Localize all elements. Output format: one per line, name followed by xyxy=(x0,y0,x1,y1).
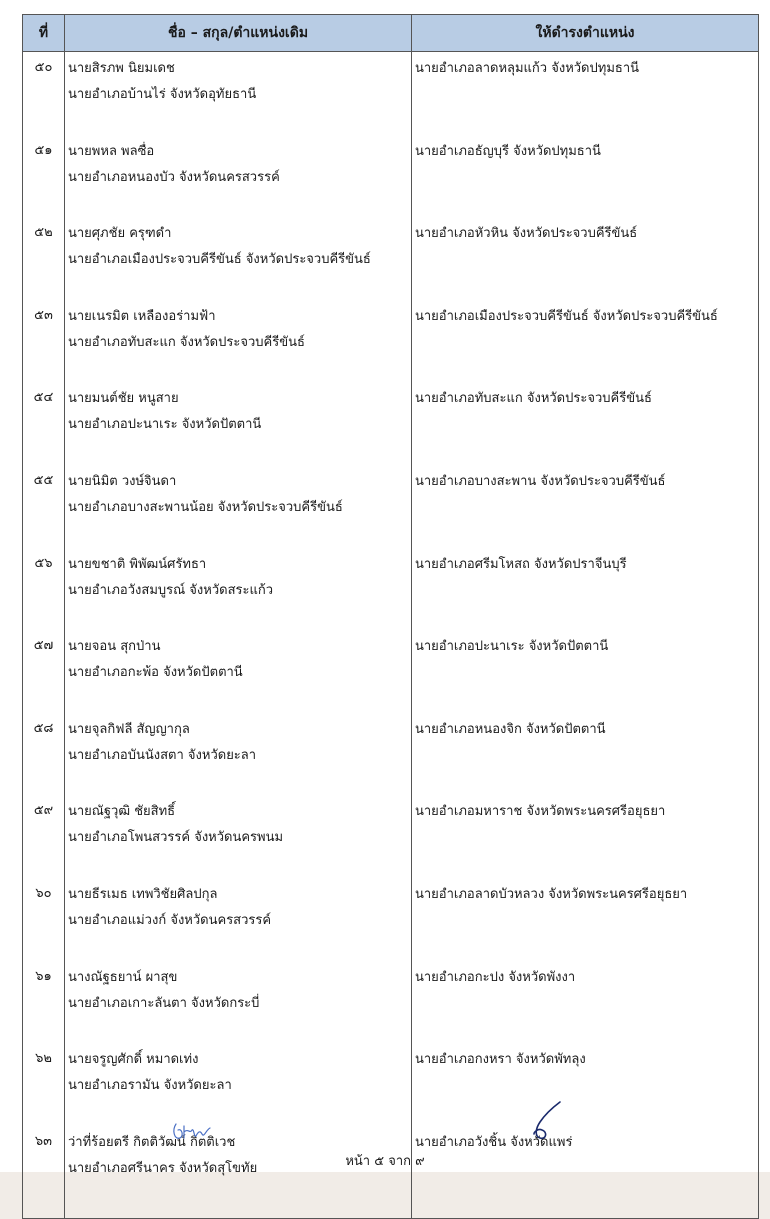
table-body xyxy=(23,52,759,1219)
old-position: นายอำเภอรามัน จังหวัดยะลา xyxy=(68,1078,232,1094)
new-position: นายอำเภอลาดบัวหลวง จังหวัดพระนครศรีอยุธยา xyxy=(415,886,688,902)
row-number: ๖๐ xyxy=(23,878,65,961)
new-position: นายอำเภอศรีมโหสถ จังหวัดปราจีนบุรี xyxy=(415,556,627,572)
name-cell xyxy=(65,630,412,713)
page-number: หน้า ๕ จาก ๙ xyxy=(345,1154,425,1169)
name-cell xyxy=(65,548,412,631)
name-cell xyxy=(65,52,412,135)
row-number: ๖๓ xyxy=(23,1126,65,1219)
new-position-cell xyxy=(412,52,759,135)
new-position-cell xyxy=(412,961,759,1044)
row-number: ๖๑ xyxy=(23,961,65,1044)
row-number: ๕๙ xyxy=(23,795,65,878)
table-row xyxy=(23,795,759,878)
new-position: นายอำเภอกะปง จังหวัดพังงา xyxy=(415,969,576,985)
name-cell xyxy=(65,878,412,961)
new-position-cell xyxy=(412,795,759,878)
new-position: นายอำเภอเมืองประจวบคีรีขันธ์ จังหวัดประจวบคีรีขันธ์ xyxy=(415,308,718,324)
signature-initials-left xyxy=(170,1116,218,1144)
table-row xyxy=(23,300,759,383)
new-position-cell xyxy=(412,878,759,961)
new-position: นายอำเภอมหาราช จังหวัดพระนครศรีอยุธยา xyxy=(415,804,666,820)
person-name: นายขชาติ พิพัฒน์ศรัทธา xyxy=(68,556,207,572)
new-position-cell xyxy=(412,465,759,548)
row-number: ๕๔ xyxy=(23,382,65,465)
name-cell xyxy=(65,300,412,383)
new-position: นายอำเภอวังชิ้น จังหวัดแพร่ xyxy=(415,1134,573,1150)
table-row xyxy=(23,1043,759,1126)
signature-initials-right xyxy=(526,1098,566,1142)
person-name: นายจรูญศักดิ์ หมาดเท่ง xyxy=(68,1052,199,1068)
old-position: นายอำเภอเมืองประจวบคีรีขันธ์ จังหวัดประจวบคีรีขันธ์ xyxy=(68,252,371,268)
old-position: นายอำเภอทับสะแก จังหวัดประจวบคีรีขันธ์ xyxy=(68,334,305,350)
header-no: ที่ xyxy=(23,15,65,52)
person-name: นายพหล พลซื่อ xyxy=(68,143,155,159)
old-position: นายอำเภอแม่วงก์ จังหวัดนครสวรรค์ xyxy=(68,912,272,928)
new-position-cell xyxy=(412,135,759,218)
old-position: นายอำเภอหนองบัว จังหวัดนครสวรรค์ xyxy=(68,169,280,185)
row-number: ๕๗ xyxy=(23,630,65,713)
old-position: นายอำเภอบันนังสตา จังหวัดยะลา xyxy=(68,747,257,763)
new-position-cell xyxy=(412,1043,759,1126)
row-number: ๕๐ xyxy=(23,52,65,135)
new-position: นายอำเภอลาดหลุมแก้ว จังหวัดปทุมธานี xyxy=(415,61,640,76)
old-position: นายอำเภอบ้านไร่ จังหวัดอุทัยธานี xyxy=(68,87,257,102)
old-position: นายอำเภอโพนสวรรค์ จังหวัดนครพนม xyxy=(68,830,284,846)
table-header-row xyxy=(23,15,759,52)
table-row xyxy=(23,217,759,300)
name-cell xyxy=(65,1043,412,1126)
new-position-cell xyxy=(412,382,759,465)
row-number: ๕๑ xyxy=(23,135,65,218)
old-position: นายอำเภอวังสมบูรณ์ จังหวัดสระแก้ว xyxy=(68,582,274,598)
person-name: นางณัฐธยาน์ ผาสุข xyxy=(68,969,178,985)
new-position: นายอำเภอหนองจิก จังหวัดปัตตานี xyxy=(415,721,606,737)
table-row xyxy=(23,548,759,631)
name-cell xyxy=(65,713,412,796)
row-number: ๕๘ xyxy=(23,713,65,796)
person-name: นายธีรเมธ เทพวิชัยศิลปกุล xyxy=(68,886,218,902)
old-position: นายอำเภอบางสะพานน้อย จังหวัดประจวบคีรีขันธ์ xyxy=(68,499,343,515)
new-position: นายอำเภอหัวหิน จังหวัดประจวบคีรีขันธ์ xyxy=(415,226,638,242)
table-row xyxy=(23,465,759,548)
name-cell xyxy=(65,1126,412,1219)
name-cell xyxy=(65,795,412,878)
row-number: ๕๓ xyxy=(23,300,65,383)
new-position: นายอำเภอบางสะพาน จังหวัดประจวบคีรีขันธ์ xyxy=(415,473,666,489)
person-name: นายสิรภพ นิยมเดช xyxy=(68,61,175,76)
new-position: นายอำเภอปะนาเระ จังหวัดปัตตานี xyxy=(415,639,609,655)
old-position: นายอำเภอกะพ้อ จังหวัดปัตตานี xyxy=(68,665,243,681)
name-cell xyxy=(65,217,412,300)
row-number: ๕๒ xyxy=(23,217,65,300)
row-number: ๕๖ xyxy=(23,548,65,631)
person-name: นายศุภชัย ครุฑดำ xyxy=(68,226,172,242)
table-row xyxy=(23,1126,759,1219)
old-position: นายอำเภอเกาะลันตา จังหวัดกระบี่ xyxy=(68,995,260,1011)
new-position: นายอำเภอธัญบุรี จังหวัดปทุมธานี xyxy=(415,143,601,159)
table-row xyxy=(23,713,759,796)
header-name: ชื่อ – สกุล/ตำแหน่งเดิม xyxy=(65,15,412,52)
new-position-cell xyxy=(412,300,759,383)
table-row xyxy=(23,878,759,961)
person-name: นายณัฐวุฒิ ชัยสิทธิ์ xyxy=(68,804,176,820)
old-position: นายอำเภอปะนาเระ จังหวัดปัตตานี xyxy=(68,417,262,433)
name-cell xyxy=(65,382,412,465)
row-number: ๕๕ xyxy=(23,465,65,548)
new-position-cell xyxy=(412,1126,759,1219)
table-row xyxy=(23,630,759,713)
new-position-cell xyxy=(412,217,759,300)
person-name: ว่าที่ร้อยตรี กิตติวัฒน์ กิตติเวช xyxy=(68,1134,236,1150)
table-row xyxy=(23,135,759,218)
appointment-table xyxy=(22,14,759,1219)
new-position-cell xyxy=(412,713,759,796)
new-position-cell xyxy=(412,630,759,713)
new-position: นายอำเภอทับสะแก จังหวัดประจวบคีรีขันธ์ xyxy=(415,391,652,407)
person-name: นายนิมิต วงษ์จินดา xyxy=(68,473,177,489)
new-position: นายอำเภอกงหรา จังหวัดพัทลุง xyxy=(415,1052,586,1068)
table-row xyxy=(23,961,759,1044)
header-new-position: ให้ดำรงตำแหน่ง xyxy=(412,15,759,52)
table-row xyxy=(23,52,759,135)
person-name: นายจอน สุกป่าน xyxy=(68,639,161,655)
row-number: ๖๒ xyxy=(23,1043,65,1126)
name-cell xyxy=(65,465,412,548)
name-cell xyxy=(65,961,412,1044)
person-name: นายจุลกิฟลี สัญญากุล xyxy=(68,721,190,737)
person-name: นายมนต์ชัย หนูสาย xyxy=(68,391,179,407)
table-row xyxy=(23,382,759,465)
new-position-cell xyxy=(412,548,759,631)
name-cell xyxy=(65,135,412,218)
person-name: นายเนรมิต เหลืองอร่ามฟ้า xyxy=(68,308,216,324)
old-position: นายอำเภอศรีนาคร จังหวัดสุโขทัย xyxy=(68,1160,258,1176)
